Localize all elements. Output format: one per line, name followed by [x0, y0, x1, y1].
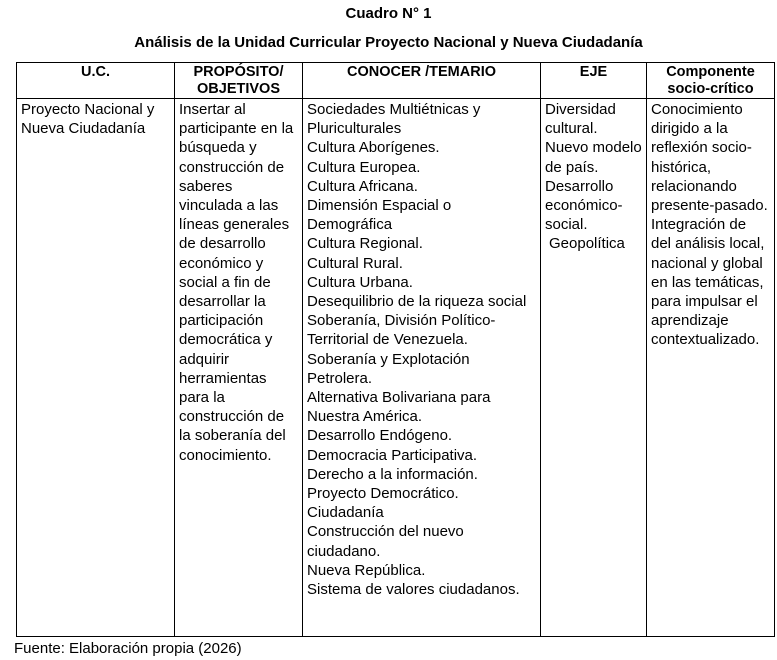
- cell-proposito: Insertar al participante en la búsqueda y construcción de saberes vinculada a las líneas generales de desarrollo económico y social a fin de desarrollar la participación democrática y adquirir herramientas para la construcción de la soberanía del conocimiento.: [175, 99, 303, 637]
- cell-conocer: [303, 99, 541, 637]
- temario-item: Proyecto Democrático.: [307, 485, 459, 503]
- temario-item: Dimensión Espacial o Demográfica: [307, 197, 452, 234]
- source-note: Fuente: Elaboración propia (2026): [14, 640, 242, 657]
- table-header-row: [17, 63, 775, 99]
- temario-item: Nueva República.: [307, 561, 426, 579]
- header-conocer: CONOCER /TEMARIO: [303, 63, 541, 99]
- temario-item: Desarrollo Endógeno.: [307, 427, 453, 445]
- header-componente: Componente socio-crítico: [647, 63, 775, 99]
- temario-item: Construcción del nuevo ciudadano.: [307, 523, 464, 560]
- header-eje: EJE: [541, 63, 647, 99]
- temario-item: Cultura Europea.: [307, 158, 421, 176]
- eje-item: Desarrollo económico-social.: [545, 177, 623, 234]
- eje-item: Diversidad cultural.: [545, 101, 616, 138]
- cell-eje: [541, 99, 647, 637]
- temario-item: Cultural Rural.: [307, 254, 403, 272]
- temario-item: Sistema de valores ciudadanos.: [307, 581, 520, 599]
- curricular-analysis-table: [16, 62, 775, 637]
- temario-item: Alternativa Bolivariana para Nuestra América.: [307, 389, 491, 426]
- temario-item: Desequilibrio de la riqueza social: [307, 293, 527, 311]
- temario-item: Cultura Urbana.: [307, 273, 413, 291]
- header-proposito: PROPÓSITO/ OBJETIVOS: [175, 63, 303, 99]
- eje-item: Geopolítica: [549, 235, 625, 253]
- temario-item: Democracia Participativa.: [307, 446, 478, 464]
- cell-componente: [647, 99, 775, 637]
- temario-item: Derecho a la información.: [307, 465, 478, 483]
- componente-item: Integración de del análisis local, nacional y global en las temáticas, para impulsar el aprendizaje contextualizado.: [651, 216, 765, 349]
- header-uc: U.C.: [17, 63, 175, 99]
- temario-item: Cultura Regional.: [307, 235, 423, 253]
- document-title: Cuadro N° 1: [345, 5, 432, 22]
- eje-item: Nuevo modelo de país.: [545, 139, 642, 176]
- componente-item: Conocimiento dirigido a la reflexión socio-histórica, relacionando presente-pasado.: [651, 101, 768, 215]
- table-row: [17, 99, 775, 637]
- temario-item: Soberanía y Explotación Petrolera.: [307, 350, 470, 387]
- cell-uc: Proyecto Nacional y Nueva Ciudadanía: [17, 99, 175, 637]
- temario-item: Ciudadanía: [307, 504, 384, 522]
- temario-item: Cultura Aborígenes.: [307, 139, 440, 157]
- temario-item: Cultura Africana.: [307, 177, 418, 195]
- temario-item: Soberanía, División Político-Territorial de Venezuela.: [307, 312, 496, 349]
- document-subtitle: Análisis de la Unidad Curricular Proyecto Nacional y Nueva Ciudadanía: [134, 34, 643, 51]
- temario-item: Sociedades Multiétnicas y Pluriculturales: [307, 101, 481, 138]
